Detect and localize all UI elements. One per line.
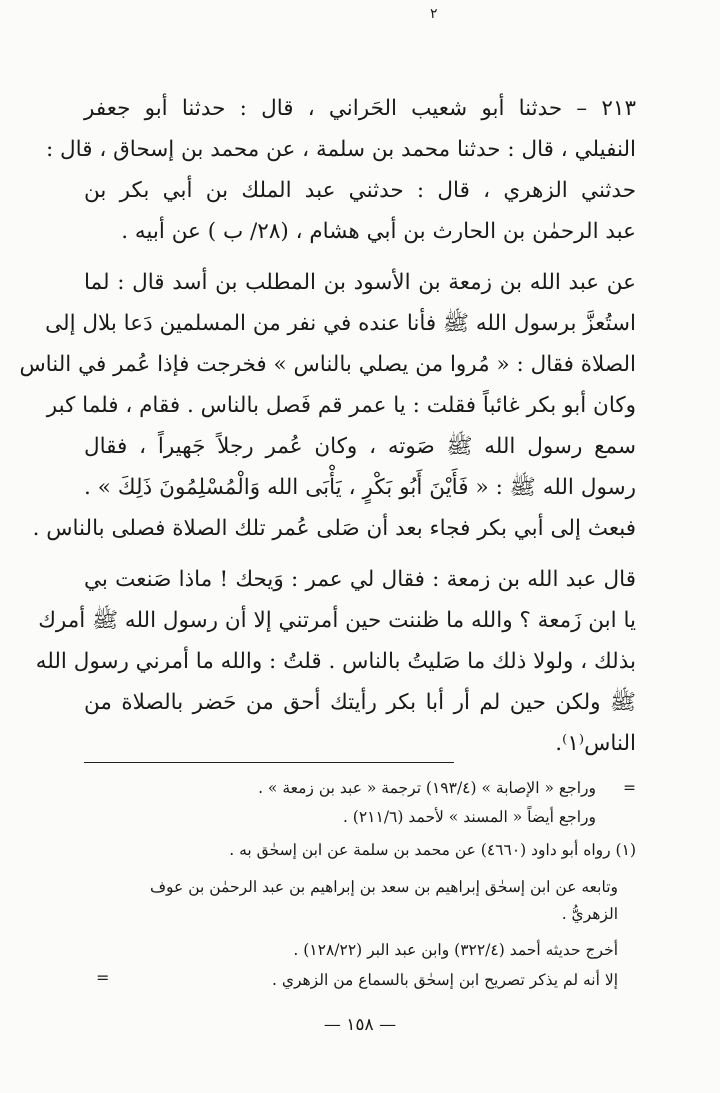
text-line: سمع رسول الله ﷺ صَوته ، وكان عُمر رجلاً جَهيراً ، فقال (84, 434, 636, 459)
text-line: قال عبد الله بن زمعة : فقال لي عمر : وَيحك ! ماذا صَنعت بي (84, 567, 636, 592)
footnote-1-line: أخرج حديثه أحمد (٣٢٢/٤) وابن عبد البر (١٢٨/٢٢) . (293, 941, 618, 959)
footnote-separator (84, 762, 454, 763)
footnote-1-line: إلا أنه لم يذكر تصريح ابن إسحٰق بالسماع من الزهري . (271, 971, 618, 989)
isnad-paragraph (45, 88, 636, 252)
footnote-continued-marker: = (623, 779, 636, 797)
text-line: ﷺ ولكن حين لم أر أبا بكر رأيتك أحق من حَضر بالصلاة من (84, 690, 636, 715)
top-mark: ٢ (430, 6, 438, 22)
text-line: حدثني الزهري ، قال : حدثني عبد الملك بن أبي بكر بن (84, 178, 636, 203)
footnote-line: وراجع أيضاً « المسند » لأحمد (٢١١/٦) . (342, 808, 596, 826)
matn-paragraph (19, 262, 636, 549)
text-line: الناس⁽١⁾. (555, 731, 636, 756)
text-line: استُعزَّ برسول الله ﷺ فأنا عنده في نفر من المسلمين دَعا بلال إلى (45, 311, 636, 336)
text-line: فبعث إلى أبي بكر فجاء بعد أن صَلى عُمر تلك الصلاة فصلى بالناس . (32, 516, 636, 541)
text-line: النفيلي ، قال : حدثنا محمد بن سلمة ، عن محمد بن إسحاق ، قال : (45, 137, 636, 162)
text-line: يا ابن زَمعة ؟ والله ما ظننت حين أمرتني إلا أن رسول الله ﷺ أمرك (38, 608, 636, 633)
text-line: رسول الله ﷺ : « فَأَيْنَ أَبُو بَكْرٍ ، يَأْبَى الله وَالْمُسْلِمُونَ ذَلِكَ » . (84, 475, 636, 500)
footnote-continues-marker: = (96, 968, 110, 987)
footnote-1-line: وتابعه عن ابن إسحٰق إبراهيم بن سعد بن إبراهيم بن عبد الرحمٰن بن عوف (149, 878, 618, 896)
page-number: — ١٥٨ — (323, 1015, 397, 1035)
hadith-text (19, 88, 636, 764)
text-line: عن عبد الله بن زمعة بن الأسود بن المطلب بن أسد قال : لما (84, 270, 636, 295)
text-line: بذلك ، ولولا ذلك ما صَليتُ بالناس . قلتُ : والله ما أمرني رسول الله (35, 649, 636, 674)
text-line: الصلاة فقال : « مُروا من يصلي بالناس » فخرجت فإذا عُمر في الناس (19, 352, 636, 377)
footnote-1-line: (١) رواه أبو داود (٤٦٦٠) عن محمد بن سلمة عن ابن إسحٰق به . (229, 841, 636, 859)
footnote-line: وراجع « الإصابة » (١٩٣/٤) ترجمة « عبد بن زمعة » . (258, 779, 596, 797)
text-line: عبد الرحمٰن بن الحارث بن أبي هشام ، (٢٨/ ب ) عن أبيه . (121, 219, 636, 244)
text-line: وكان أبو بكر غائباً فقلت : يا عمر قم فَصل بالناس . فقام ، فلما كبر (46, 393, 636, 418)
footnote-1-line: الزهريُّ . (561, 905, 618, 923)
text-line: ٢١٣ – حدثنا أبو شعيب الحَراني ، قال : حدثنا أبو جعفر (84, 96, 636, 121)
report-paragraph (35, 559, 636, 764)
